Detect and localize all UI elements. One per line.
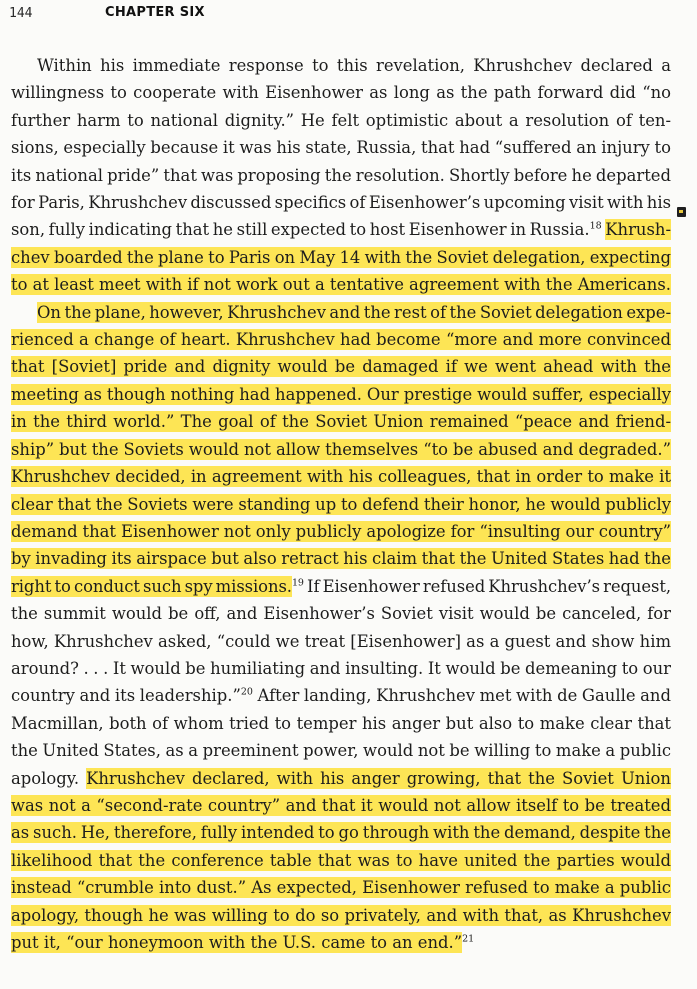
text-segment: around? . . . It would be humiliating and insulting. It would be demeaning to our <box>11 658 671 678</box>
text-line <box>11 819 671 846</box>
highlighted-text: in the third world.” The goal of the Soviet Union remained “peace and friend- <box>11 412 671 432</box>
text-line <box>11 381 671 408</box>
text-segment: willingness to cooperate with Eisenhower as long as the path forward did “no <box>11 83 671 103</box>
text-line <box>11 874 671 901</box>
text-segment: Macmillan, both of whom tried to temper his anger but also to make clear that <box>11 713 671 733</box>
text-line <box>11 189 671 216</box>
text-line <box>11 52 671 79</box>
text-line <box>11 600 671 627</box>
text-segment: After landing, Khrushchev met with de Gaulle and <box>252 686 671 706</box>
text-line <box>11 107 671 134</box>
text-line <box>11 628 671 655</box>
highlighted-text: as such. He, therefore, fully intended to go through with the demand, despite the <box>11 823 671 843</box>
text-line <box>11 299 671 326</box>
text-line <box>11 737 671 764</box>
text-line <box>11 929 671 956</box>
footnote-reference[interactable]: 21 <box>462 933 475 945</box>
text-segment: for Paris, Khrushchev discussed specifics of Eisenhower’s upcoming visit with his <box>11 193 671 213</box>
text-segment: apology. <box>11 768 87 788</box>
text-segment: further harm to national dignity.” He felt optimistic about a resolution of ten- <box>11 110 671 130</box>
highlighted-text: rienced a change of heart. Khrushchev had become “more and more convinced <box>11 330 671 350</box>
highlighted-text: to at least meet with if not work out a tentative agreement with the Americans. <box>11 275 671 295</box>
footnote-reference[interactable]: 20 <box>240 686 253 698</box>
highlighted-text: Khrush- <box>605 220 671 240</box>
highlighted-text: On the plane, however, Khrushchev and the rest of the Soviet delegation expe- <box>37 302 671 322</box>
text-line <box>11 408 671 435</box>
highlighted-text: likelihood that the conference table that was to have united the parties would <box>11 850 671 870</box>
text-line <box>11 573 671 600</box>
page-number: 144 <box>9 6 33 21</box>
text-segment: the United States, as a preeminent power, would not be willing to make a public <box>11 741 671 761</box>
text-line <box>11 847 671 874</box>
chapter-title: CHAPTER SIX <box>105 5 205 20</box>
footnote-reference[interactable]: 18 <box>589 220 602 232</box>
highlighted-text: chev boarded the plane to Paris on May 14 with the Soviet delegation, expecting <box>11 247 671 267</box>
text-line <box>11 326 671 353</box>
highlighted-text: that [Soviet] pride and dignity would be damaged if we went ahead with the <box>11 357 671 377</box>
text-line <box>11 491 671 518</box>
highlighted-text: ship” but the Soviets would not allow themselves “to be abused and degraded.” <box>11 439 671 459</box>
text-line <box>11 79 671 106</box>
highlighted-text: clear that the Soviets were standing up to defend their honor, he would publicly <box>11 494 671 514</box>
highlighted-text: Khrushchev declared, with his anger growing, that the Soviet Union <box>86 768 671 788</box>
text-line <box>11 463 671 490</box>
text-line <box>11 244 671 271</box>
text-line <box>11 353 671 380</box>
text-line <box>11 902 671 929</box>
highlighted-text: was not a “second-rate country” and that it would not allow itself to be treated <box>11 795 671 815</box>
text-line <box>11 134 671 161</box>
text-line <box>11 792 671 819</box>
highlighted-text: apology, though he was willing to do so privately, and with that, as Khrushchev <box>11 905 671 925</box>
text-segment: Within his immediate response to this revelation, Khrushchev declared a <box>37 56 671 75</box>
text-segment: how, Khrushchev asked, “could we treat [Eisenhower] as a guest and show him <box>11 631 671 651</box>
note-marker-icon[interactable] <box>677 207 686 217</box>
text-line <box>11 518 671 545</box>
highlighted-text: put it, “our honeymoon with the U.S. came to an end.” <box>11 933 463 952</box>
text-line <box>11 710 671 737</box>
highlighted-text: Khrushchev decided, in agreement with his colleagues, that in order to make it <box>11 467 671 487</box>
text-segment: its national pride” that was proposing the resolution. Shortly before he departed <box>11 165 671 185</box>
text-line <box>11 682 671 709</box>
text-line <box>11 655 671 682</box>
text-segment: If Eisenhower refused Khrushchev’s request, <box>303 576 672 596</box>
text-segment: sions, especially because it was his state, Russia, that had “suffered an injury to <box>11 138 671 158</box>
body-text <box>11 52 671 956</box>
text-segment: son, fully indicating that he still expected to host Eisenhower in Russia. <box>11 220 590 240</box>
text-line <box>11 271 671 298</box>
highlighted-text: right to conduct such spy missions. <box>11 576 292 596</box>
highlighted-text: demand that Eisenhower not only publicly apologize for “insulting our country” <box>11 521 671 541</box>
text-line <box>11 545 671 572</box>
text-line <box>11 216 671 243</box>
highlighted-text: instead “crumble into dust.” As expected, Eisenhower refused to make a public <box>11 878 671 898</box>
text-line <box>11 436 671 463</box>
text-line <box>11 765 671 792</box>
text-line <box>11 162 671 189</box>
text-segment: the summit would be off, and Eisenhower’s Soviet visit would be canceled, for <box>11 604 671 624</box>
highlighted-text: by invading its airspace but also retract his claim that the United States had the <box>11 549 671 569</box>
highlighted-text: meeting as though nothing had happened. Our prestige would suffer, especially <box>11 384 671 404</box>
text-segment: country and its leadership.” <box>11 686 241 706</box>
footnote-reference[interactable]: 19 <box>291 577 304 589</box>
